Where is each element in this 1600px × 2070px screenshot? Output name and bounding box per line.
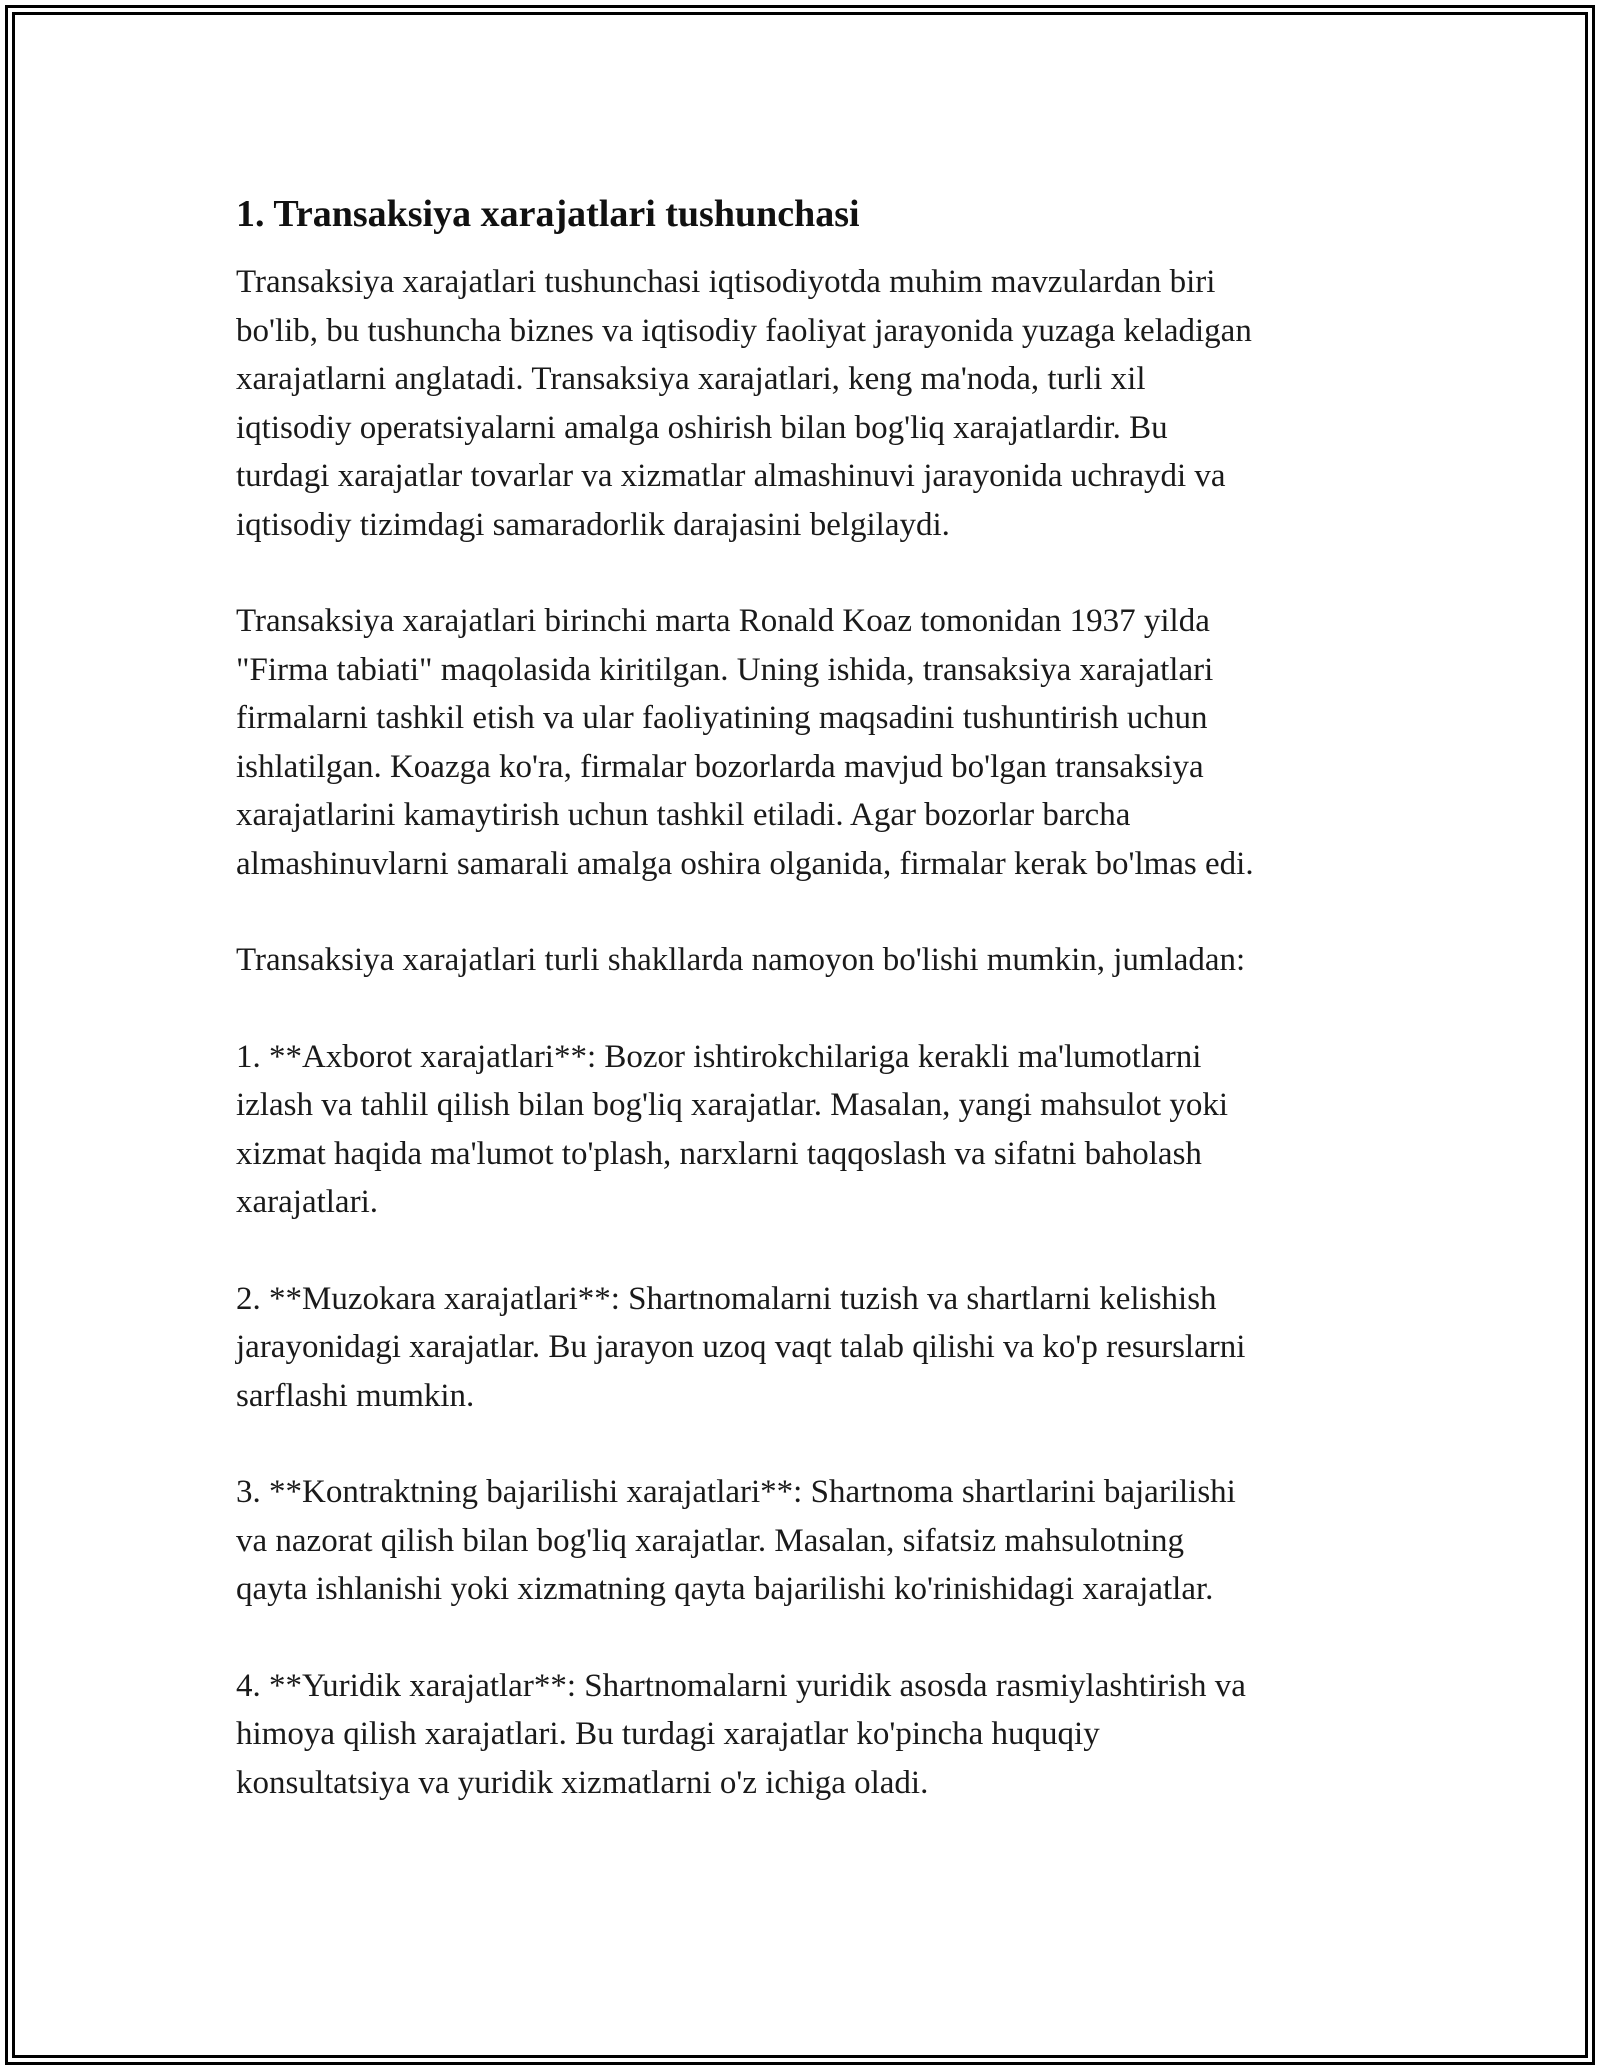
list-item-information-costs: 1. **Axborot xarajatlari**: Bozor ishtirokchilariga kerakli ma'lumotlarni izlash va tahlil qilish bilan bog'liq xarajatlar. Masalan, yangi mahsulot yoki xizmat haqida ma'lumot to'plash, narxlarni taqqoslash va sifatni baholash xarajatlari. — [236, 1038, 1229, 1220]
document-body — [236, 188, 1396, 1855]
paragraph-forms-intro: Transaksiya xarajatlari turli shakllarda namoyon bo'lishi mumkin, jumladan: — [236, 942, 1246, 978]
paragraph-history: Transaksiya xarajatlari birinchi marta Ronald Koaz tomonidan 1937 yilda "Firma tabiati" maqolasida kiritilgan. Uning ishida, transaksiya xarajatlari firmalarni tashkil etish va ular faoliyatining maqsadini tushuntirish uchun ishlatilgan. Koazga ko'ra, firmalar bozorlarda mavjud bo'lgan transaksiya xarajatlarini kamaytirish uchun tashkil etiladi. Agar bozorlar barcha almashinuvlarni samarali amalga oshira olganida, firmalar kerak bo'lmas edi. — [236, 603, 1254, 882]
list-item-contract-enforcement-costs: 3. **Kontraktning bajarilishi xarajatlari**: Shartnoma shartlarini bajarilishi va nazorat qilish bilan bog'liq xarajatlar. Masalan, sifatsiz mahsulotning qayta ishlanishi yoki xizmatning qayta bajarilishi ko'rinishidagi xarajatlar. — [236, 1474, 1236, 1607]
list-item-negotiation-costs: 2. **Muzokara xarajatlari**: Shartnomalarni tuzish va shartlarni kelishish jarayonidagi xarajatlar. Bu jarayon uzoq vaqt talab qilishi va ko'p resurslarni sarflashi mumkin. — [236, 1280, 1246, 1414]
section-heading: 1. Transaksiya xarajatlari tushunchasi — [236, 193, 860, 235]
list-item-legal-costs: 4. **Yuridik xarajatlar**: Shartnomalarni yuridik asosda rasmiylashtirish va himoya qilish xarajatlari. Bu turdagi xarajatlar ko'pincha huquqiy konsultatsiya va yuridik xizmatlarni o'z ichiga oladi. — [236, 1667, 1246, 1801]
paragraph-intro: Transaksiya xarajatlari tushunchasi iqtisodiyotda muhim mavzulardan biri bo'lib, bu tushuncha biznes va iqtisodiy faoliyat jarayonida yuzaga keladigan xarajatlarni anglatadi. Transaksiya xarajatlari, keng ma'noda, turli xil iqtisodiy operatsiyalarni amalga oshirish bilan bog'liq xarajatlardir. Bu turdagi xarajatlar tovarlar va xizmatlar almashinuvi jarayonida uchraydi va iqtisodiy tizimdagi samaradorlik darajasini belgilaydi. — [236, 264, 1252, 543]
